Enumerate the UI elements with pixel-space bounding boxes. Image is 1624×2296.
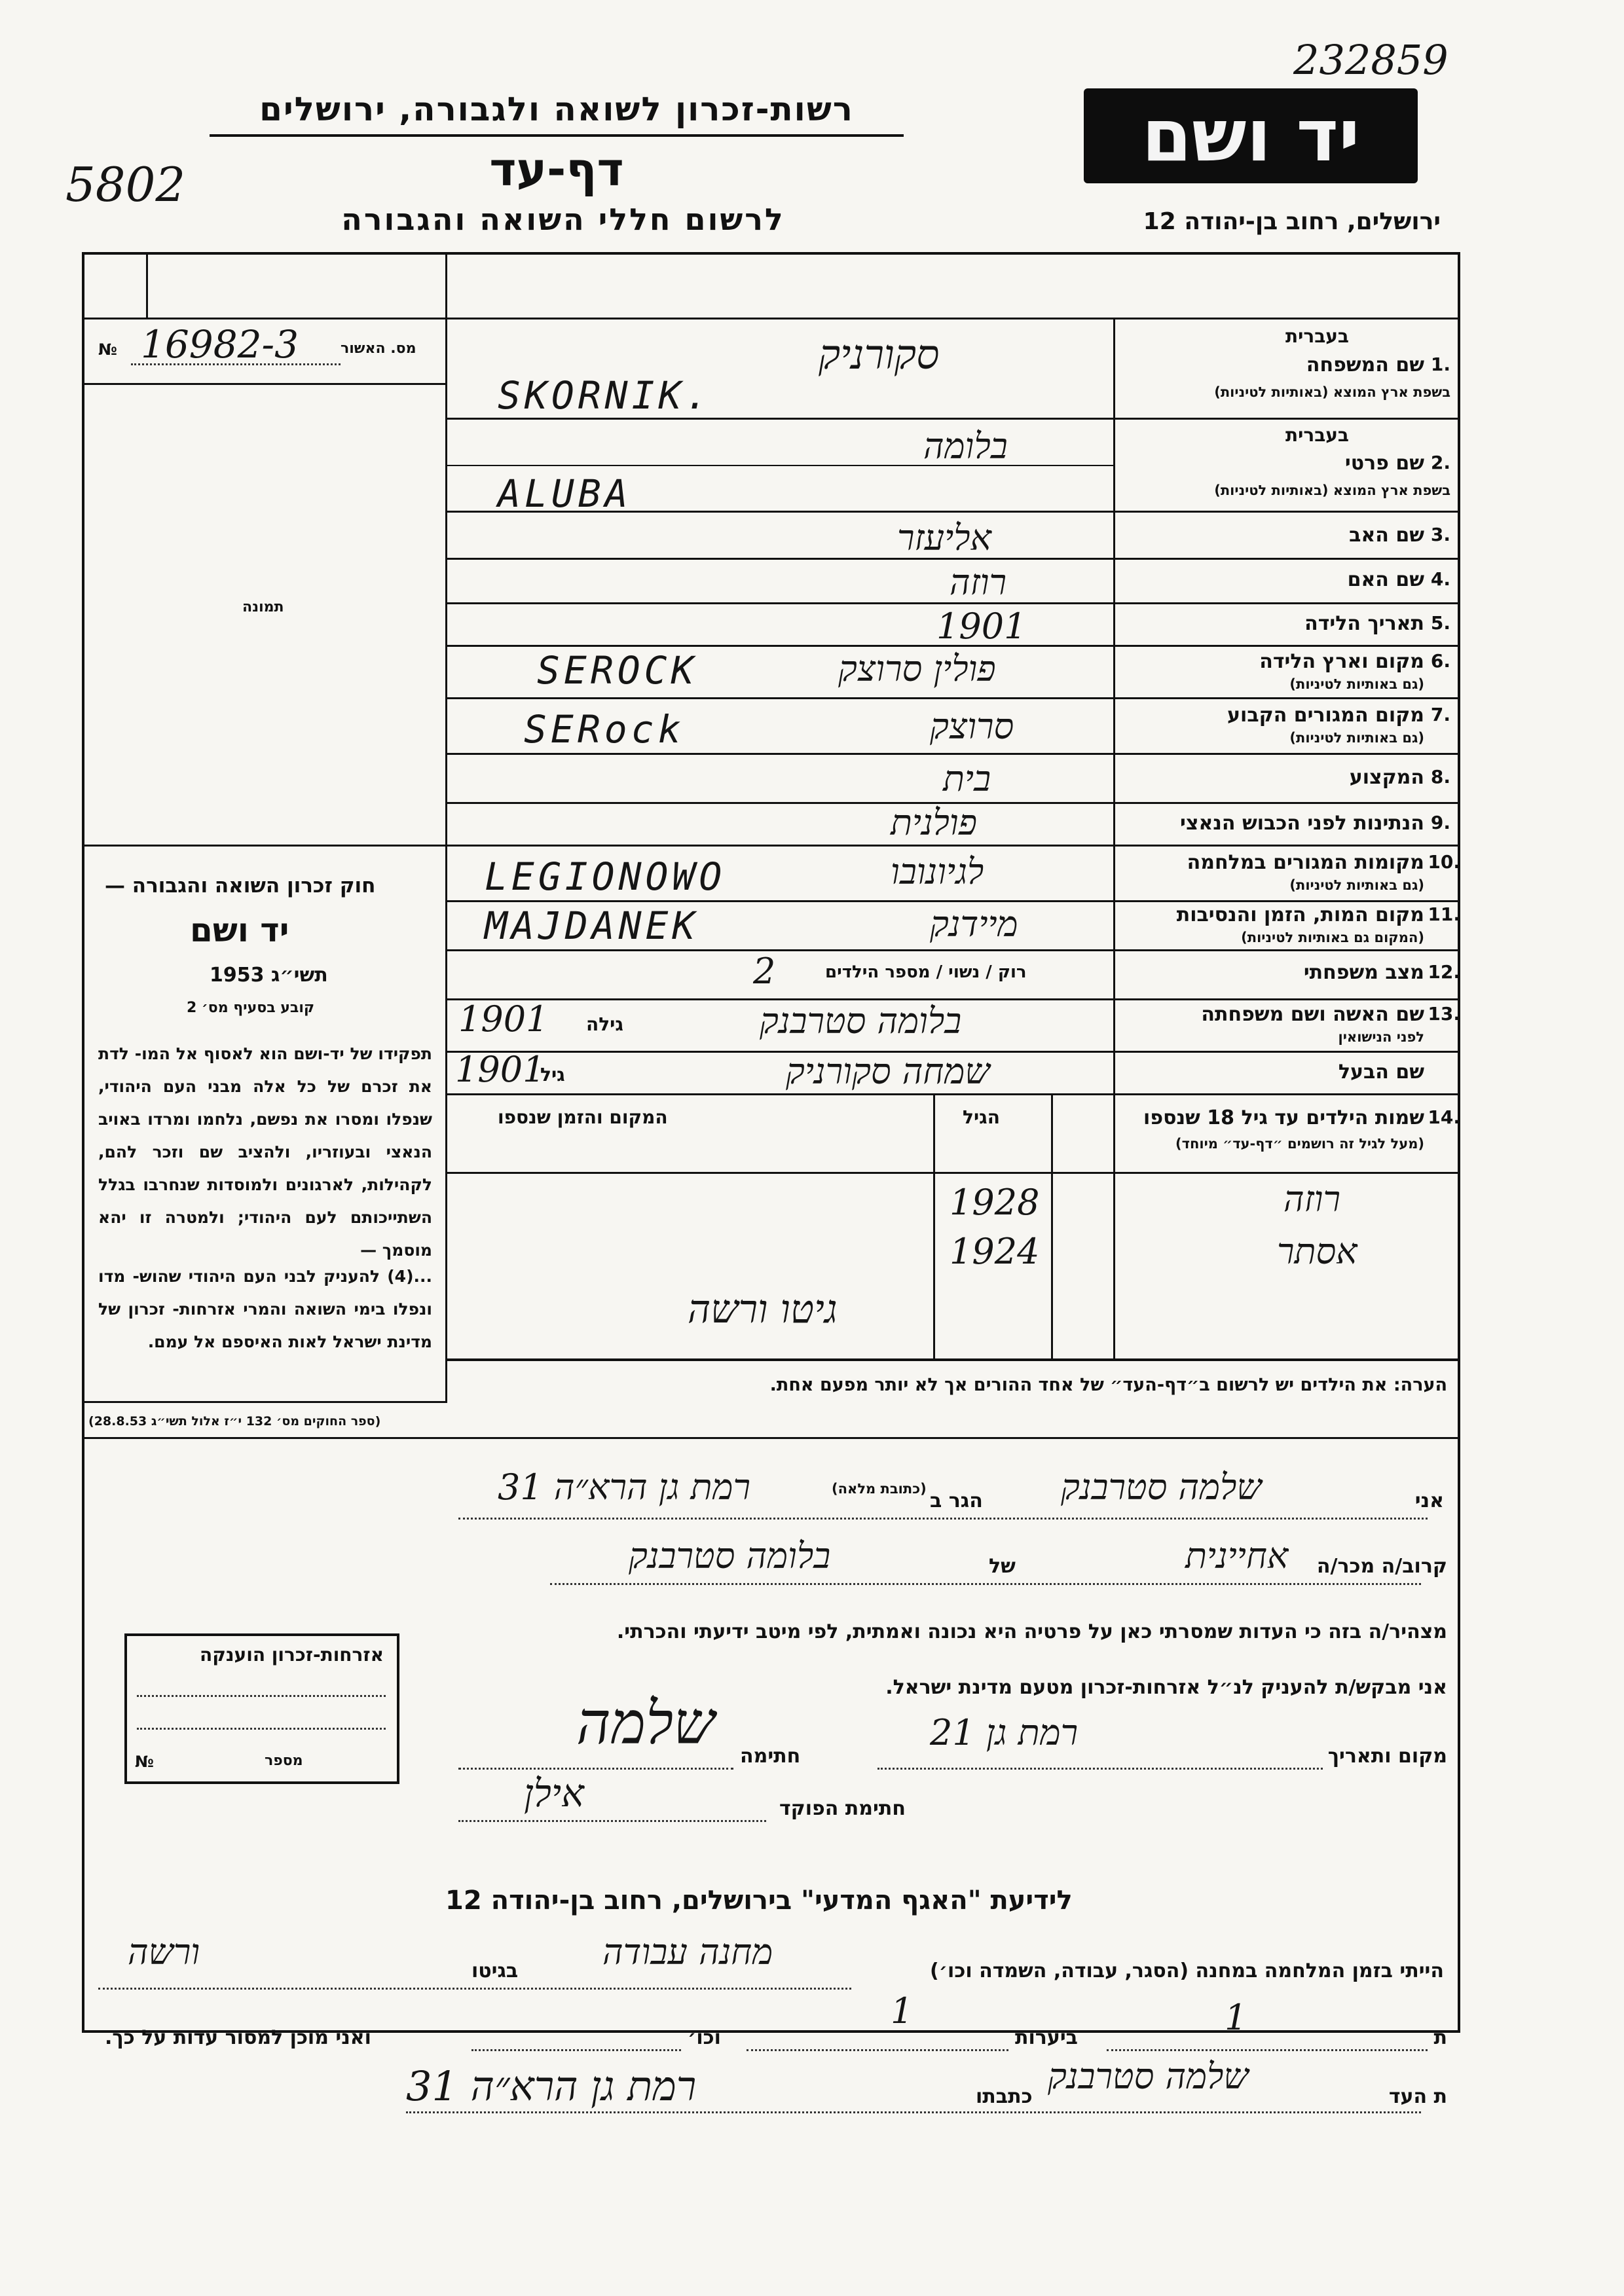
signature-label: חתימה xyxy=(740,1745,801,1768)
approval-dotline xyxy=(131,363,341,365)
header-address: ירושלים, רחוב בן-יהודה 12 xyxy=(1143,208,1441,235)
law-text-1: תפקידו של יד-ושם הוא לאסוף אל המו- לדת את זכרם של כל אלה מבני העם היהודי, שנפלו ומסרו את נפשם, נלחמו ומרדו באויב הנאצי ובעוזריו, ולהציב שם וזכר להם, לקהילות, לארגונים ולמוסדות שנחרבו בגלל השתייכותם לעם היהודי; ולמטרה זו יהא מוסמך — xyxy=(98,1044,432,1260)
children-sub: (מעל לגיל זה רושמים ״דף-עד״ מיוחד) xyxy=(1175,1136,1424,1152)
decl-statement: מצהיר/ה בזה כי העדות שמסרתי כאן על פרטיה היא נכונה ואמתית, לפי מיטב ידיעתי והכרתי. xyxy=(616,1620,1447,1643)
citizenship-box-number-sign: № xyxy=(135,1753,154,1771)
bottom-line2-c: וכו׳ xyxy=(688,2026,721,2049)
law-year: תשי״ג 1953 xyxy=(210,964,328,987)
children-age-left xyxy=(933,1093,935,1358)
field-firstname-sub: בשפת ארץ המוצא (באותיות לטיניות) xyxy=(1214,483,1450,498)
bottom-line2-dots-c xyxy=(471,2049,681,2051)
field-residence: מקום המגורים הקבוע xyxy=(1227,704,1424,727)
decl-of: של xyxy=(989,1555,1016,1578)
place-date-line xyxy=(877,1768,1323,1770)
photo-box-bottom xyxy=(82,845,447,847)
approval-no-sign: № xyxy=(98,340,117,359)
num-10: 10. xyxy=(1428,851,1460,873)
relation-value: אחיינית xyxy=(1185,1535,1289,1576)
field-profession: המקצוע xyxy=(1349,766,1424,789)
num-4: 4. xyxy=(1430,568,1450,590)
num-8: 8. xyxy=(1430,766,1450,788)
photo-box-top xyxy=(82,383,447,385)
witness-name: שלמה סטרבנק xyxy=(1048,2056,1249,2097)
decl-full-address: (כתובת מלאה) xyxy=(832,1481,927,1497)
field-firstname: שם פרטי xyxy=(1344,452,1424,475)
law-title: חוק זכרון השואה והגבורה — xyxy=(105,874,376,898)
birthplace-latin: SEROCK xyxy=(537,648,698,693)
label-column-divider xyxy=(1113,318,1115,1358)
witness-line xyxy=(406,2111,1421,2113)
num-14: 14. xyxy=(1428,1106,1460,1128)
death-place-latin: MAJDANEK xyxy=(485,903,699,948)
children-title: שמות הילדים עד גיל 18 שנספו xyxy=(1143,1106,1424,1129)
law-name: יד ושם xyxy=(190,911,289,949)
field-birth-date: תאריך הלידה xyxy=(1304,612,1424,635)
bottom-line2-d: ואני מוכן למסור עדות על כך. xyxy=(105,2026,371,2049)
num-6: 6. xyxy=(1430,650,1450,672)
approval-label: מס. האשור xyxy=(341,340,416,357)
place-date-value: רמת גן 21 xyxy=(930,1712,1079,1753)
bottom-ghetto-value: ורשה xyxy=(128,1931,200,1973)
field-surname: שם המשפחה xyxy=(1306,354,1424,376)
form-title: דף-עד xyxy=(489,143,624,196)
field-birthplace-sub: (גם באותיות לטיניות) xyxy=(1289,676,1424,692)
bottom-num-1: 1 xyxy=(1225,1997,1247,2038)
bottom-line2-a: ת xyxy=(1433,2026,1447,2049)
frame-top-row-line xyxy=(82,318,1460,319)
children-age-col: הגיל xyxy=(963,1106,1000,1128)
residence-hebrew: סרוצק xyxy=(930,706,1014,747)
law-text-2: ...(4) להעניק לבני העם היהודי שהוש- מדו ונפלו בימי השואה והמרי אזרחות- זכרון של מדינת ישראל לאות האיספם אל עמם. xyxy=(98,1267,432,1351)
signature-line xyxy=(458,1768,733,1770)
field-death: מקום המות, הזמן והנסיבות xyxy=(1176,903,1424,926)
num-7: 7. xyxy=(1430,704,1450,725)
children-head-line xyxy=(445,1172,1460,1174)
field-war-residence: מקומות המגורים במלחמה xyxy=(1187,851,1424,874)
row-split xyxy=(445,558,1115,559)
decl-line-1 xyxy=(458,1518,1428,1520)
bottom-title: לידיעת "האגף המדעי" בירושלים, רחוב בן-יהודה 12 xyxy=(445,1886,1073,1916)
margin-handwritten-number: 5802 xyxy=(65,157,186,212)
husband-name-value: שמחה סקורניק xyxy=(786,1051,990,1092)
firstname-hebrew: בלומה xyxy=(923,426,1008,467)
field-mother: שם האם xyxy=(1347,568,1424,591)
bottom-num-2: 1 xyxy=(891,1990,913,2032)
child-2-age: 1924 xyxy=(950,1231,1040,1272)
row-line xyxy=(445,845,1460,847)
law-clause: קובע בסעיף מס׳ 2 xyxy=(187,1000,315,1016)
bottom-line1: הייתי בזמן המלחמה במחנה (הסגר, עבודה, השמדה וכו׳) xyxy=(930,1959,1444,1982)
decl-relative: קרוב/ה מכר/ה xyxy=(1316,1555,1447,1578)
marital-options: רוק / נשוי / מספר הילדים xyxy=(825,962,1027,982)
birthplace-hebrew: פולין סרוצק xyxy=(838,648,996,689)
children-count: 2 xyxy=(753,951,776,992)
declarant-name: שלמה סטרבנק xyxy=(1061,1467,1262,1508)
row-line xyxy=(445,949,1460,951)
hebrew-label-2: בעברית xyxy=(1285,424,1349,446)
row-line xyxy=(445,697,1460,699)
residence-latin: SERock xyxy=(524,707,685,752)
field-father: שם האב xyxy=(1349,524,1424,547)
field-birthplace: מקום וארץ הלידה xyxy=(1259,650,1424,673)
field-death-sub: (המקום גם באותיות לטיניות) xyxy=(1241,930,1424,945)
field-wife-name-sub: לפני הנישואין xyxy=(1338,1029,1424,1045)
witness-address-label: כתבתו xyxy=(976,2085,1033,2108)
firstname-latin: ALUBA xyxy=(498,471,632,516)
decl-request: אני מבקש/ת להעניק לנ״ל אזרחות-זכרון מטעם מדינת ישראל. xyxy=(885,1676,1447,1699)
row-split xyxy=(445,465,1115,466)
signature-value: שלמה xyxy=(576,1689,715,1758)
law-reference: (ספר החוקים מס׳ 132 י״ז אלול תשי״ג 28.8.53) xyxy=(88,1414,381,1429)
citizenship-box-line xyxy=(137,1695,386,1697)
row-line xyxy=(445,900,1460,902)
father-name: אליעזר xyxy=(897,517,991,558)
profession-value: בית xyxy=(943,758,991,799)
frame-top-tick xyxy=(146,252,148,318)
mother-name: רוזה xyxy=(950,562,1007,603)
child-1-age: 1928 xyxy=(950,1182,1040,1223)
bottom-line2-dots-b xyxy=(747,2049,1008,2051)
field-husband-name: שם הבעל xyxy=(1338,1061,1424,1084)
bottom-camp-value: מחנה עבודה xyxy=(602,1931,773,1973)
wife-name-value: בלומה סטרבנק xyxy=(760,1000,962,1042)
witness-label: ת העד xyxy=(1388,2085,1447,2108)
relation-of-value: בלומה סטרבנק xyxy=(629,1535,831,1576)
bottom-line2-dots-a xyxy=(1107,2049,1428,2051)
approval-number: 16982-3 xyxy=(141,322,299,367)
authority-name: רשות-זכרון לשואה ולגבורה, ירושלים xyxy=(259,90,854,128)
wife-age-value: 1901 xyxy=(458,998,549,1040)
row-line xyxy=(445,1093,1460,1095)
row-line xyxy=(445,418,1460,420)
husband-age-value: 1901 xyxy=(455,1049,545,1090)
citizenship-box xyxy=(124,1633,399,1784)
war-place-hebrew: לגיונובו xyxy=(891,851,984,892)
citizenship-box-line xyxy=(137,1728,386,1730)
field-wife-name: שם האשה ושם משפחתה xyxy=(1201,1003,1424,1026)
left-panel-divider xyxy=(445,252,447,1401)
children-age-right xyxy=(1051,1093,1053,1358)
note-bottom xyxy=(82,1437,1460,1439)
wife-age-label: גילה xyxy=(586,1013,623,1035)
num-12: 12. xyxy=(1428,961,1460,983)
authority-underline xyxy=(210,134,904,137)
bottom-line2-b: ביערות xyxy=(1015,2026,1078,2049)
field-marital: מצב משפחתי xyxy=(1303,961,1424,984)
num-1: 1. xyxy=(1430,354,1450,375)
child-2-name: אסתר xyxy=(1277,1231,1357,1272)
place-date-label: מקום ותאריך xyxy=(1327,1745,1447,1768)
left-panel-bottom xyxy=(82,1401,447,1403)
logo-text: יד ושם xyxy=(1141,94,1360,177)
num-3: 3. xyxy=(1430,524,1450,545)
field-surname-sub: בשפת ארץ המוצא (באותיות לטיניות) xyxy=(1214,384,1450,400)
children-place: גיטו ורשה xyxy=(688,1286,838,1332)
decl-resident: הגר ב xyxy=(930,1489,983,1512)
official-label: חתימת הפוקד xyxy=(779,1797,906,1820)
citizenship-value: פולנית xyxy=(891,802,978,843)
yad-vashem-logo xyxy=(1084,88,1418,183)
note-line: הערה: את הילדים יש לרשום ב״דף-העד״ של אחד ההורים אך לא יותר מפעם אחת. xyxy=(769,1375,1447,1395)
num-11: 11. xyxy=(1428,903,1460,925)
citizenship-box-title: אזרחות-זכרון הוענקה xyxy=(200,1644,384,1666)
decl-i-am: אני xyxy=(1414,1489,1444,1512)
num-2: 2. xyxy=(1430,452,1450,473)
field-war-residence-sub: (גם באותיות לטיניות) xyxy=(1289,877,1424,893)
photo-label: תמונה xyxy=(242,599,284,615)
num-13: 13. xyxy=(1428,1003,1460,1025)
field-citizenship: הנתינות לפני הכבוש הנאצי xyxy=(1180,812,1424,835)
children-place-col: המקום והזמן שנספו xyxy=(498,1106,668,1128)
bottom-ghetto-label: בגיטו xyxy=(471,1959,519,1982)
bottom-line1-dots xyxy=(98,1988,851,1990)
decl-line-2 xyxy=(550,1583,1421,1585)
children-bottom xyxy=(445,1358,1460,1361)
husband-age-label: גיל xyxy=(540,1064,565,1085)
form-subtitle: לרשום חללי השואה והגבורה xyxy=(341,202,785,237)
official-line xyxy=(458,1820,766,1822)
surname-latin: SKORNIK. xyxy=(498,373,712,418)
official-signature: אילן xyxy=(524,1771,584,1815)
witness-address: רמת גן הרא״ה 31 xyxy=(406,2062,697,2110)
birth-date-value: 1901 xyxy=(936,606,1027,647)
death-place-hebrew: מיידנק xyxy=(930,903,1018,945)
citizenship-box-number-label: מספר xyxy=(265,1753,303,1769)
hebrew-label-1: בעברית xyxy=(1285,325,1349,347)
surname-hebrew: סקורניק xyxy=(819,331,940,378)
top-handwritten-number: 232859 xyxy=(1293,36,1449,84)
field-residence-sub: (גם באותיות לטיניות) xyxy=(1289,730,1424,746)
num-5: 5. xyxy=(1430,612,1450,634)
declarant-address: רמת גן הרא״ה 31 xyxy=(498,1467,750,1508)
child-1-name: רוזה xyxy=(1283,1178,1341,1220)
num-9: 9. xyxy=(1430,812,1450,833)
war-place-latin: LEGIONOWO xyxy=(485,854,726,899)
row-line xyxy=(445,753,1460,755)
